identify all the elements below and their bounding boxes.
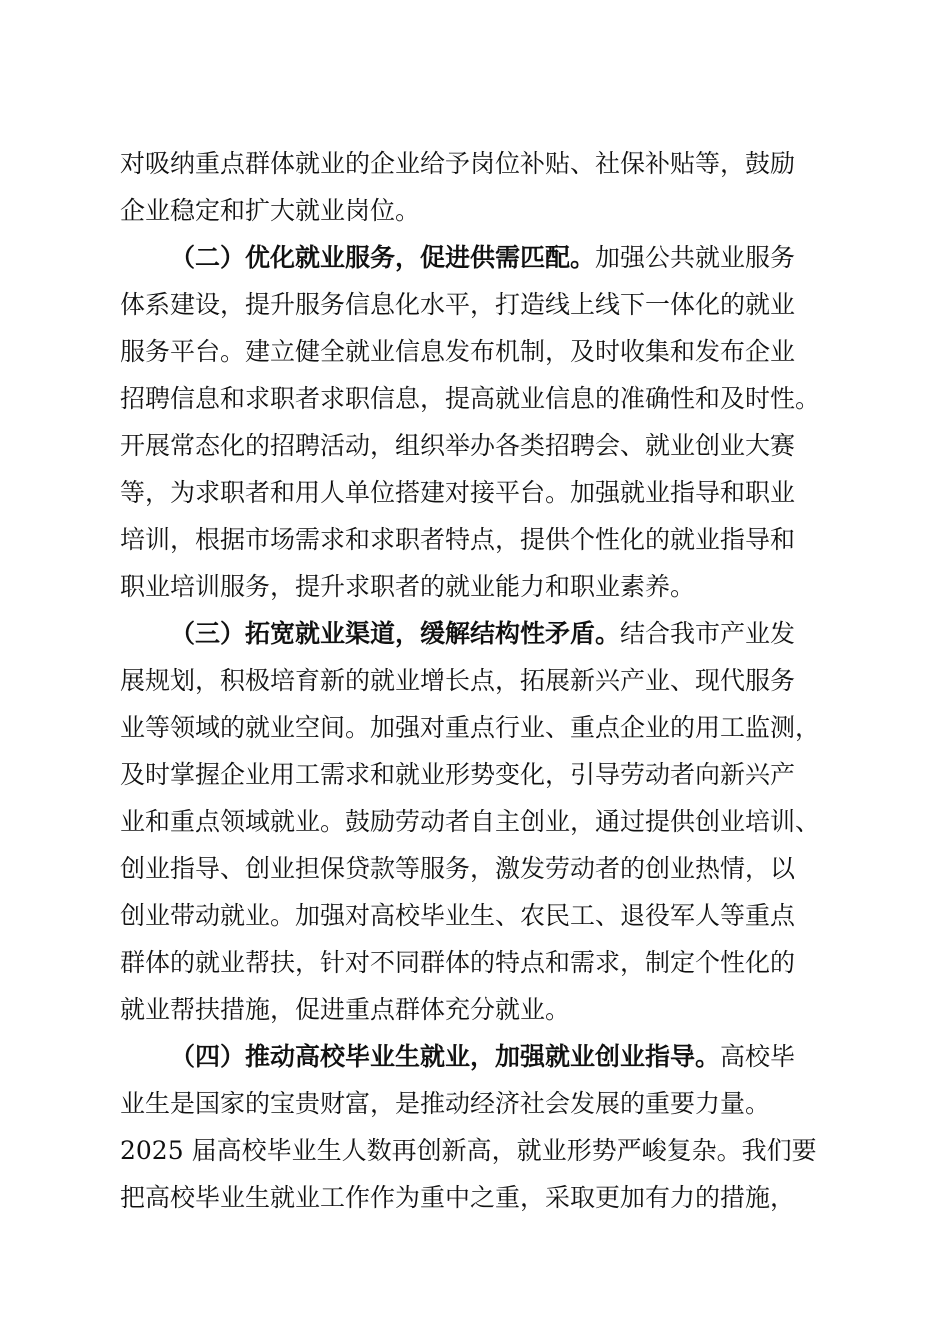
section-2-paragraph <box>120 234 836 610</box>
section-4-first-line-text: 高校毕 <box>720 1042 796 1071</box>
text-line: 就业帮扶措施，促进重点群体充分就业。 <box>120 995 571 1024</box>
text-line: 业和重点领域就业。鼓励劳动者自主创业，通过提供创业培训、 <box>120 807 821 836</box>
section-3-paragraph <box>120 610 836 1033</box>
section-3-first-line <box>120 610 836 657</box>
text-line: 服务平台。建立健全就业信息发布机制，及时收集和发布企业 <box>120 337 796 366</box>
text-line: 展规划，积极培育新的就业增长点，拓展新兴产业、现代服务 <box>120 666 796 695</box>
section-2-first-line <box>120 234 836 281</box>
text-line: 创业带动就业。加强对高校毕业生、农民工、退役军人等重点 <box>120 901 796 930</box>
section-2-heading: （二）优化就业服务，促进供需匹配。 <box>170 243 596 272</box>
document-body <box>120 140 836 1221</box>
section-4-first-line <box>120 1033 836 1080</box>
section-3-first-line-text: 结合我市产业发 <box>620 619 796 648</box>
text-line: 企业稳定和扩大就业岗位。 <box>120 196 421 225</box>
text-line: 创业指导、创业担保贷款等服务，激发劳动者的创业热情，以 <box>120 854 796 883</box>
text-line: 等，为求职者和用人单位搭建对接平台。加强就业指导和职业 <box>120 478 796 507</box>
text-line: 体系建设，提升服务信息化水平，打造线上线下一体化的就业 <box>120 290 796 319</box>
text-line: 职业培训服务，提升求职者的就业能力和职业素养。 <box>120 572 696 601</box>
section-2-first-line-text: 加强公共就业服务 <box>595 243 796 272</box>
text-line: 2025 届高校毕业生人数再创新高，就业形势严峻复杂。我们要 <box>120 1136 817 1165</box>
text-line: 开展常态化的招聘活动，组织举办各类招聘会、就业创业大赛 <box>120 431 796 460</box>
text-line: 培训，根据市场需求和求职者特点，提供个性化的就业指导和 <box>120 525 796 554</box>
text-line: 及时掌握企业用工需求和就业形势变化，引导劳动者向新兴产 <box>120 760 796 789</box>
section-3-heading: （三）拓宽就业渠道，缓解结构性矛盾。 <box>170 619 621 648</box>
text-line: 招聘信息和求职者求职信息，提高就业信息的准确性和及时性。 <box>120 384 821 413</box>
text-line: 业等领域的就业空间。加强对重点行业、重点企业的用工监测， <box>120 713 821 742</box>
text-line: 对吸纳重点群体就业的企业给予岗位补贴、社保补贴等，鼓励 <box>120 149 796 178</box>
section-4-paragraph <box>120 1033 836 1221</box>
text-line: 把高校毕业生就业工作作为重中之重，采取更加有力的措施， <box>120 1183 796 1212</box>
section-4-heading: （四）推动高校毕业生就业，加强就业创业指导。 <box>170 1042 721 1071</box>
text-line: 业生是国家的宝贵财富，是推动经济社会发展的重要力量。 <box>120 1089 771 1118</box>
paragraph-intro <box>120 140 836 234</box>
text-line: 群体的就业帮扶，针对不同群体的特点和需求，制定个性化的 <box>120 948 796 977</box>
